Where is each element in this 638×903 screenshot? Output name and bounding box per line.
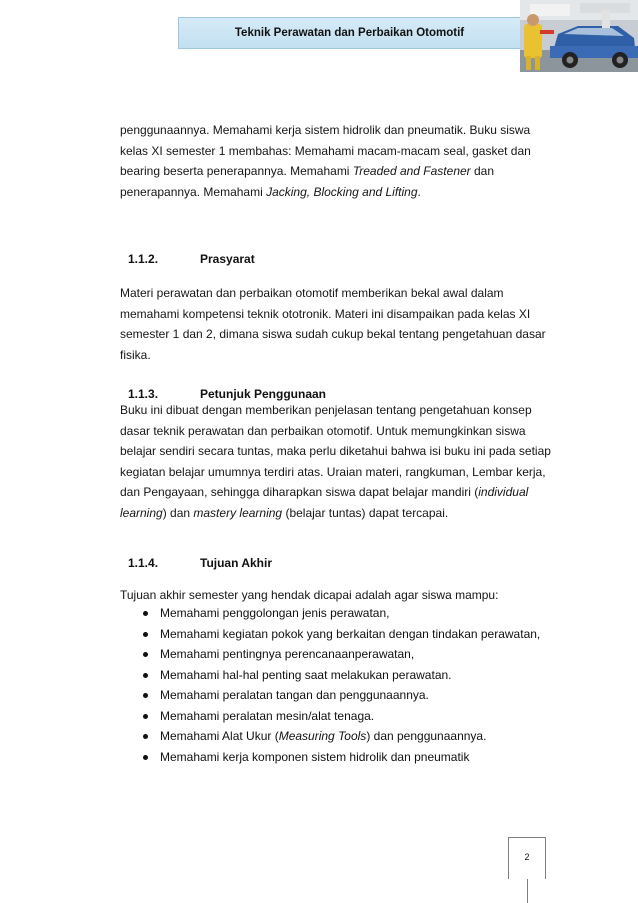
prasyarat-paragraph	[120, 283, 560, 365]
text-line: semester 1 dan 2, dimana siswa sudah cukup bekal tentang pengetahuan dasar	[120, 327, 546, 341]
section-title: Petunjuk Penggunaan	[200, 387, 327, 401]
text-line: dasar teknik perawatan dan perbaikan otomotif. Untuk memungkinkan siswa	[120, 423, 526, 438]
bullet-icon	[143, 755, 148, 760]
text-line: belajar sendiri secara tuntas, maka perlu diketahui bahwa isi buku ini pada setiap	[120, 444, 551, 458]
bullet-icon	[143, 652, 148, 657]
header-car-workshop-image	[520, 0, 638, 72]
page-number-box	[508, 837, 546, 879]
section-number: 1.1.2.	[128, 252, 159, 266]
section-number: 1.1.4.	[128, 556, 159, 570]
section-heading-tujuan-akhir	[128, 556, 272, 570]
section-heading-prasyarat	[128, 252, 255, 266]
list-item: Memahami peralatan tangan dan penggunaannya.	[120, 685, 560, 706]
text-line: learning) dan mastery learning (belajar tuntas) dapat tercapai.	[120, 505, 449, 520]
list-item: Memahami pentingnya perencanaanperawatan,	[120, 644, 560, 665]
text-line: kelas XI semester 1 membahas: Memahami macam-macam seal, gasket dan	[120, 143, 531, 158]
text-line: kegiatan belajar umumnya terdiri atas. Uraian materi, rangkuman, Lembar kerja,	[120, 464, 546, 479]
section-title: Tujuan Akhir	[200, 556, 272, 570]
bullet-icon	[143, 734, 148, 739]
page-number: 2	[524, 852, 530, 862]
header-title: Teknik Perawatan dan Perbaikan Otomotif	[234, 27, 465, 39]
page-number-divider	[527, 879, 528, 903]
bullet-icon	[143, 611, 148, 616]
bullet-icon	[143, 714, 148, 719]
header-banner	[178, 17, 521, 49]
bullet-icon	[143, 673, 148, 678]
text-line: bearing beserta penerapannya. Memahami Treaded and Fastener dan	[120, 164, 495, 178]
text-line: fisika.	[120, 347, 151, 362]
list-item: Memahami kegiatan pokok yang berkaitan dengan tindakan perawatan,	[120, 624, 560, 645]
text-line: Tujuan akhir semester yang hendak dicapai adalah agar siswa mampu:	[120, 588, 499, 602]
section-heading-petunjuk-penggunaan	[128, 387, 326, 401]
list-item: Memahami kerja komponen sistem hidrolik dan pneumatik	[120, 747, 560, 768]
tujuan-bullet-list	[120, 603, 560, 767]
text-line: penggunaannya. Memahami kerja sistem hidrolik dan pneumatik. Buku siswa	[120, 123, 531, 137]
text-line: penerapannya. Memahami Jacking, Blocking and Lifting.	[120, 184, 421, 199]
text-line: memahami kompetensi teknik ototronik. Materi ini disampaikan pada kelas XI	[120, 306, 531, 321]
list-item: Memahami penggolongan jenis perawatan,	[120, 603, 560, 624]
list-item: Memahami Alat Ukur (Measuring Tools) dan penggunaannya.	[120, 726, 560, 747]
list-item: Memahami hal-hal penting saat melakukan perawatan.	[120, 665, 560, 686]
list-item: Memahami peralatan mesin/alat tenaga.	[120, 706, 560, 727]
bullet-icon	[143, 632, 148, 637]
bullet-icon	[143, 693, 148, 698]
intro-paragraph	[120, 120, 560, 202]
text-line: Materi perawatan dan perbaikan otomotif memberikan bekal awal dalam	[120, 286, 504, 300]
text-line: Buku ini dibuat dengan memberikan penjelasan tentang pengetahuan konsep	[120, 403, 532, 417]
petunjuk-paragraph	[120, 400, 560, 523]
text-line: dan Pengayaan, sehingga diharapkan siswa dapat belajar mandiri (individual	[120, 485, 529, 499]
section-title: Prasyarat	[200, 252, 255, 266]
section-number: 1.1.3.	[128, 387, 159, 401]
